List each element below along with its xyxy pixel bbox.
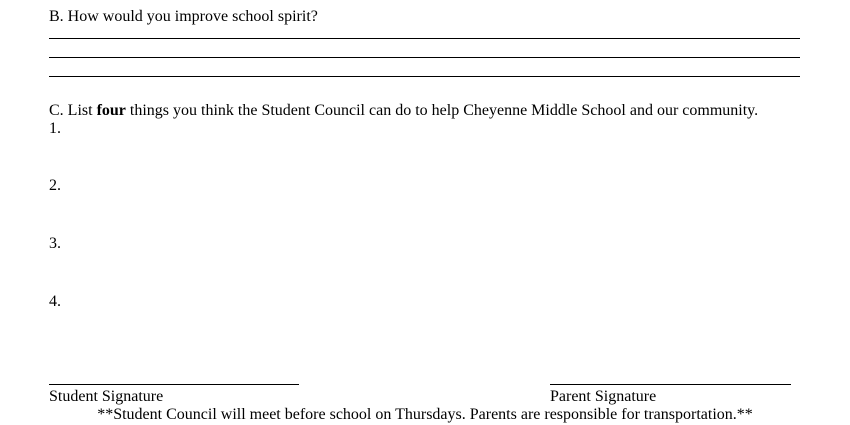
- school-spirit-answer-line-2[interactable]: [49, 39, 800, 59]
- community-idea-field-1[interactable]: [68, 120, 798, 160]
- community-idea-field-2[interactable]: [68, 177, 798, 217]
- parent-signature-field[interactable]: [550, 365, 791, 385]
- item-number-3: 3.: [49, 235, 61, 252]
- section-b-question: B. How would you improve school spirit?: [49, 8, 318, 25]
- section-c-question: [49, 102, 758, 120]
- community-idea-field-4[interactable]: [68, 293, 798, 333]
- section-c-question-start: C. List: [49, 102, 97, 119]
- item-number-1: 1.: [49, 120, 61, 137]
- item-number-4: 4.: [49, 293, 61, 310]
- section-c-question-end: things you think the Student Council can do to help Cheyenne Middle School and our community.: [125, 102, 759, 119]
- student-signature-field[interactable]: [49, 365, 299, 385]
- item-number-2: 2.: [49, 177, 61, 194]
- community-idea-field-3[interactable]: [68, 235, 798, 275]
- parent-signature-label: Parent Signature: [550, 388, 657, 405]
- student-signature-label: Student Signature: [49, 388, 164, 405]
- footer-note: **Student Council will meet before school on Thursdays. Parents are responsible for transportation.**: [97, 406, 753, 423]
- school-spirit-answer-line-1[interactable]: [49, 20, 800, 40]
- section-c-question-emphasis: four: [96, 102, 126, 119]
- school-spirit-answer-line-3[interactable]: [49, 58, 800, 78]
